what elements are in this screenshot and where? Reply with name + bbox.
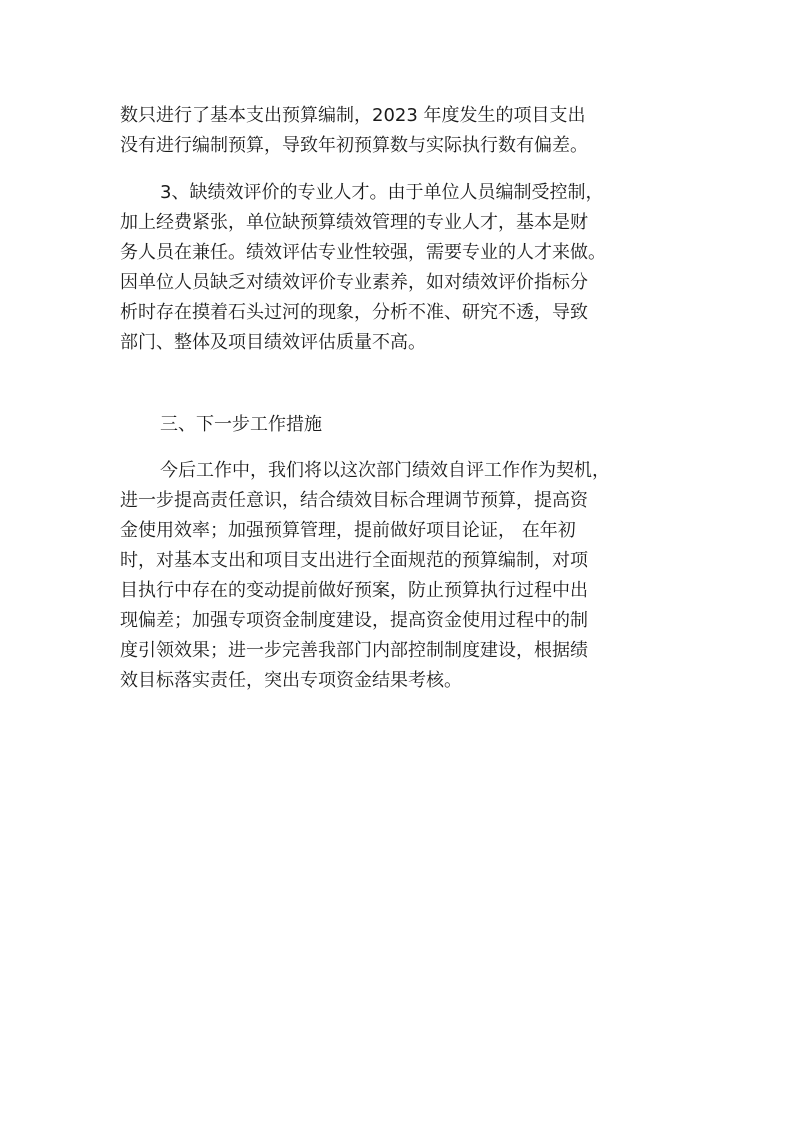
text-line: 今后工作中，我们将以这次部门绩效自评工作作为契机， <box>160 460 610 481</box>
text-line: 3、缺绩效评价的专业人才。由于单位人员编制受控制， <box>160 182 604 203</box>
text-line: 金使用效率；加强预算管理，提前做好项目论证， 在年初 <box>120 520 576 541</box>
text-line: 加上经费紧张，单位缺预算绩效管理的专业人才，基本是财 <box>120 212 588 233</box>
text-line: 现偏差；加强专项资金制度建设，提高资金使用过程中的制 <box>120 610 588 631</box>
paragraph-next-steps <box>120 456 680 696</box>
paragraph-budget-deviation <box>120 101 680 161</box>
section-heading <box>120 410 680 440</box>
text-line: 度引领效果；进一步完善我部门内部控制制度建设，根据绩 <box>120 640 588 661</box>
text-line: 没有进行编制预算，导致年初预算数与实际执行数有偏差。 <box>120 135 588 156</box>
text-line: 务人员在兼任。绩效评估专业性较强，需要专业的人才来做。 <box>120 242 606 263</box>
text-line: 部门、整体及项目绩效评估质量不高。 <box>120 332 426 353</box>
text-line: 目执行中存在的变动提前做好预案，防止预算执行过程中出 <box>120 580 588 601</box>
text-line: 数只进行了基本支出预算编制，2023 年度发生的项目支出 <box>120 105 586 126</box>
paragraph-talent-shortage <box>120 178 680 358</box>
text-line: 进一步提高责任意识，结合绩效目标合理调节预算，提高资 <box>120 490 588 511</box>
text-line: 时，对基本支出和项目支出进行全面规范的预算编制，对项 <box>120 550 588 571</box>
text-line: 因单位人员缺乏对绩效评价专业素养，如对绩效评价指标分 <box>120 272 588 293</box>
text-line: 析时存在摸着石头过河的现象，分析不准、研究不透，导致 <box>120 302 588 323</box>
text-line: 效目标落实责任，突出专项资金结果考核。 <box>120 670 462 691</box>
section-heading-text: 三、下一步工作措施 <box>160 414 322 435</box>
